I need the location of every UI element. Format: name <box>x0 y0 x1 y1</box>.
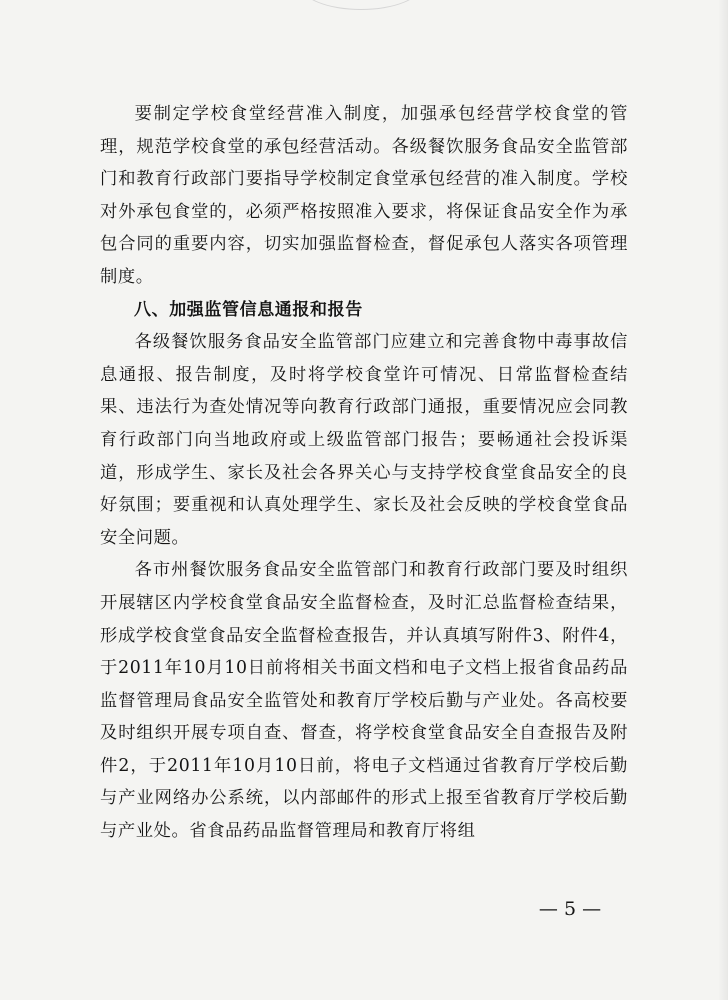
paragraph-canteen-access: 要制定学校食堂经营准入制度，加强承包经营学校食堂的管理，规范学校食堂的承包经营活动。各级餐饮服务食品安全监管部门和教育行政部门要指导学校制定食堂承包经营的准入制度。学校对外承包食堂的，必须严格按照准入要求，将保证食品安全作为承包合同的重要内容，切实加强监督检查，督促承包人落实各项管理制度。 <box>100 104 628 287</box>
page-edge-shadow <box>718 0 728 1000</box>
paragraph-info-reporting: 各级餐饮服务食品安全监管部门应建立和完善食物中毒事故信息通报、报告制度，及时将学校食堂许可情况、日常监督检查结果、违法行为查处情况等向教育行政部门通报，重要情况应会同教育行政部门向当地政府或上级监管部门报告；要畅通社会投诉渠道，形成学生、家长及社会各界关心与支持学校食堂食品安全的良好氛围；要重视和认真处理学生、家长及社会反映的学校食堂食品安全问题。 <box>100 332 628 548</box>
document-body <box>100 98 628 848</box>
section-heading-8: 八、加强监管信息通报和报告 <box>134 299 363 320</box>
binding-hole-mark <box>300 0 422 10</box>
page-number: — 5 — <box>538 898 602 920</box>
paragraph-inspection-report: 各市州餐饮服务食品安全监管部门和教育行政部门要及时组织开展辖区内学校食堂食品安全监督检查，及时汇总监督检查结果，形成学校食堂食品安全监督检查报告，并认真填写附件3、附件4，于2011年10月10日前将相关书面文档和电子文档上报省食品药品监督管理局食品安全监管处和教育厅学校后勤与产业处。各高校要及时组织开展专项自查、督查，将学校食堂食品安全自查报告及附件2，于2011年10月10日前，将电子文档通过省教育厅学校后勤与产业网络办公系统，以内部邮件的形式上报至省教育厅学校后勤与产业处。省食品药品监督管理局和教育厅将组 <box>100 560 628 842</box>
